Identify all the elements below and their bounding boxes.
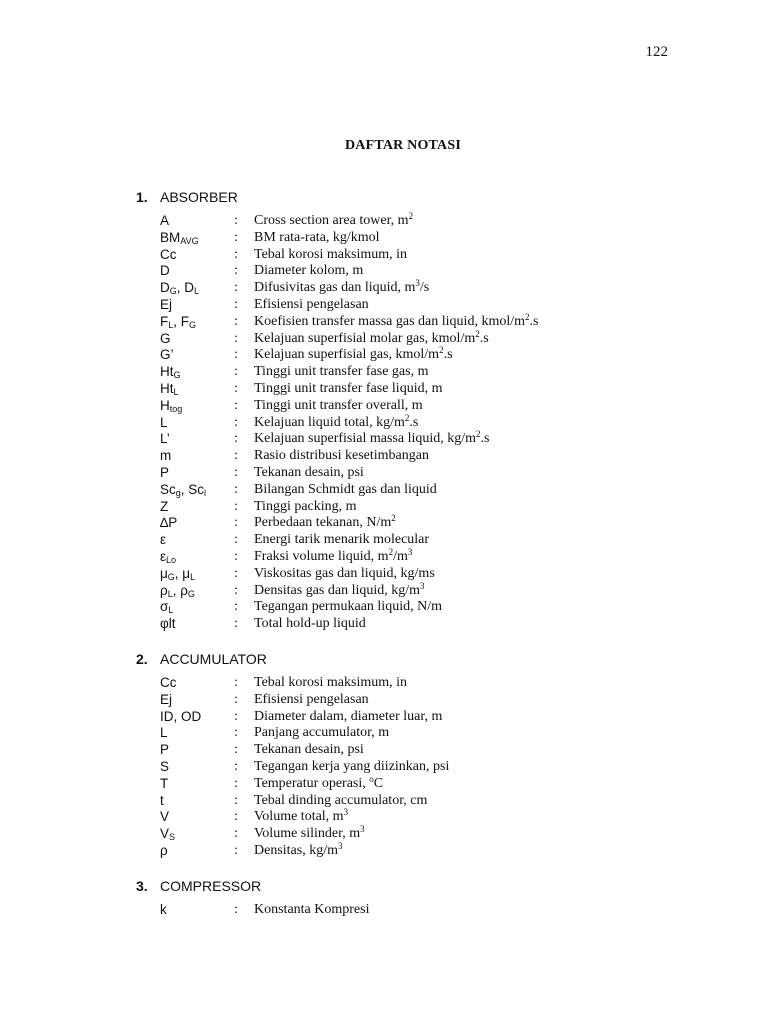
subscript-text: G — [167, 571, 175, 582]
notation-description — [254, 773, 384, 793]
text-run: Densitas, kg/m — [254, 842, 338, 858]
notation-description — [254, 431, 489, 448]
separator-colon: : — [234, 902, 238, 917]
text-run: Tinggi packing, m — [254, 498, 357, 514]
notation-row — [136, 398, 696, 415]
text-run: Tegangan kerja yang diizinkan, psi — [254, 758, 450, 774]
text-run: Tegangan permukaan liquid, N/m — [254, 599, 442, 615]
separator-colon: : — [234, 691, 238, 707]
notation-row — [136, 773, 696, 793]
notation-symbol — [160, 465, 234, 482]
subscript-text: L — [173, 386, 179, 397]
separator-colon: : — [234, 775, 238, 791]
notation-description — [254, 840, 343, 860]
notation-row — [136, 328, 696, 348]
notation-row — [136, 616, 696, 633]
superscript-text: 3 — [343, 807, 349, 818]
notation-description — [254, 328, 489, 348]
notation-description — [254, 280, 429, 297]
separator-colon: : — [234, 464, 238, 480]
text-run: D — [160, 280, 170, 296]
notation-symbol — [160, 583, 234, 600]
text-run: Tinggi unit transfer fase liquid, m — [254, 380, 443, 396]
notation-symbol — [160, 843, 234, 860]
superscript-text: 2 — [388, 546, 394, 557]
notation-symbol — [160, 263, 234, 280]
section-absorber — [136, 188, 696, 633]
separator-colon: : — [234, 213, 238, 228]
notation-row — [136, 465, 696, 482]
notation-description — [254, 793, 427, 810]
notation-row — [136, 448, 696, 465]
notation-description — [254, 297, 369, 314]
text-run: , ρ — [172, 582, 188, 598]
text-run: .s — [480, 431, 490, 447]
notation-symbol — [160, 431, 234, 448]
notation-row — [136, 230, 696, 247]
text-run: Kelajuan liquid total, kg/m — [254, 414, 405, 430]
section-compressor — [136, 877, 696, 919]
notation-row — [136, 725, 696, 742]
text-run: Temperatur operasi, — [254, 775, 370, 791]
separator-colon: : — [234, 380, 238, 396]
notation-description — [254, 902, 369, 919]
subscript-text: G — [169, 286, 177, 297]
notation-description — [254, 311, 539, 331]
separator-colon: : — [234, 296, 238, 312]
text-run: Tebal dinding accumulator, cm — [254, 792, 428, 808]
text-run: V — [160, 826, 170, 842]
notation-symbol — [160, 599, 234, 616]
text-run: .s — [409, 414, 419, 430]
notation-symbol — [160, 280, 234, 297]
separator-colon: : — [234, 330, 238, 346]
notation-symbol — [160, 230, 234, 247]
notation-description — [254, 412, 419, 432]
notation-description — [254, 826, 365, 843]
notation-row — [136, 692, 696, 709]
document-title: DAFTAR NOTASI — [344, 138, 462, 153]
text-run: .s — [443, 347, 453, 363]
separator-colon: : — [234, 498, 238, 514]
notation-row — [136, 546, 696, 566]
notation-row — [136, 566, 696, 583]
superscript-text: 3 — [338, 840, 343, 851]
notation-symbol — [160, 314, 234, 331]
text-run: .s — [529, 313, 539, 329]
section-accumulator — [136, 650, 696, 860]
text-run: Cc — [160, 246, 177, 262]
superscript-text: 3 — [407, 546, 413, 557]
separator-colon: : — [234, 532, 238, 548]
section-number: 3. — [136, 878, 148, 894]
superscript-text: 2 — [476, 429, 481, 440]
separator-colon: : — [234, 708, 238, 724]
notation-symbol — [160, 448, 234, 465]
superscript-text: 2 — [439, 345, 444, 356]
text-run: ε — [160, 532, 167, 548]
text-run: Tinggi unit transfer overall, m — [254, 397, 423, 413]
text-run: Z — [160, 498, 169, 514]
notation-symbol — [160, 776, 234, 793]
notation-symbol — [160, 793, 234, 810]
notation-row — [136, 515, 696, 532]
separator-colon: : — [234, 758, 238, 774]
separator-colon: : — [234, 280, 238, 296]
notation-description — [254, 515, 396, 532]
notation-row — [136, 213, 696, 230]
notation-row — [136, 793, 696, 810]
superscript-text: 2 — [404, 412, 410, 423]
notation-row — [136, 709, 696, 726]
notation-description — [254, 381, 442, 398]
text-run: Densitas gas dan liquid, kg/m — [254, 582, 421, 598]
subscript-text: L — [168, 605, 174, 616]
text-run: ρ — [160, 582, 168, 598]
notation-row — [136, 580, 696, 600]
text-run: φlt — [160, 616, 176, 632]
text-run: Kelajuan superfisial molar gas, kmol/m — [254, 330, 476, 346]
text-run: Volume silinder, m — [254, 826, 361, 842]
notation-symbol — [160, 398, 234, 415]
subscript-text: G — [173, 370, 181, 381]
text-run: P — [160, 464, 170, 480]
subscript-text: L — [168, 319, 174, 330]
superscript-text: 2 — [408, 211, 414, 221]
notation-row — [136, 297, 696, 314]
text-run: m — [160, 448, 172, 464]
subscript-text: g — [175, 487, 181, 498]
notation-row — [136, 599, 696, 616]
text-run: Konstanta Kompresi — [254, 902, 370, 917]
subscript-text: L — [194, 286, 200, 297]
text-run: Cc — [160, 675, 177, 690]
separator-colon: : — [234, 448, 238, 464]
notation-description — [254, 709, 442, 726]
text-run: Efisiensi pengelasan — [254, 296, 369, 312]
superscript-text: 3 — [420, 580, 425, 591]
notation-description — [254, 398, 423, 415]
separator-colon: : — [234, 826, 238, 842]
text-run: T — [160, 775, 169, 791]
notation-row — [136, 499, 696, 516]
notation-description — [254, 742, 364, 759]
notation-row — [136, 532, 696, 549]
text-run: Volume total, m — [254, 809, 344, 825]
subscript-text: l — [204, 487, 207, 498]
subscript-text: L — [190, 571, 196, 582]
separator-colon: : — [234, 515, 238, 531]
text-run: BM rata-rata, kg/kmol — [254, 229, 380, 245]
notation-description — [254, 247, 407, 264]
notation-description — [254, 809, 348, 826]
text-run: V — [160, 809, 170, 825]
notation-symbol — [160, 415, 234, 432]
notation-row — [136, 247, 696, 264]
notation-symbol — [160, 482, 234, 499]
superscript-text: 2 — [475, 328, 480, 339]
section-heading — [136, 877, 696, 895]
notation-description — [254, 546, 413, 566]
section-title: ABSORBER — [160, 189, 238, 205]
notation-symbol — [160, 247, 234, 264]
notation-row — [136, 381, 696, 398]
separator-colon: : — [234, 414, 238, 430]
separator-colon: : — [234, 616, 238, 632]
text-run: D — [160, 263, 170, 279]
superscript-text: 2 — [525, 311, 530, 322]
notation-symbol — [160, 759, 234, 776]
notation-symbol — [160, 902, 234, 919]
separator-colon: : — [234, 742, 238, 758]
text-run: Tekanan desain, psi — [254, 742, 364, 758]
notation-description — [254, 759, 449, 776]
text-run: , F — [173, 313, 190, 329]
section-title: COMPRESSOR — [160, 878, 262, 894]
notation-row — [136, 280, 696, 297]
notation-symbol — [160, 616, 234, 633]
notation-symbol — [160, 549, 234, 566]
notation-row — [136, 902, 696, 919]
page-number: 122 — [645, 44, 668, 60]
separator-colon: : — [234, 263, 238, 279]
notation-row — [136, 759, 696, 776]
text-run: Rasio distribusi kesetimbangan — [254, 448, 429, 464]
section-number: 1. — [136, 189, 148, 205]
text-run: BM — [160, 229, 181, 245]
notation-symbol — [160, 297, 234, 314]
notation-symbol — [160, 709, 234, 726]
text-run: Tekanan desain, psi — [254, 464, 364, 480]
text-run: Bilangan Schmidt gas dan liquid — [254, 481, 437, 497]
text-run: ρ — [160, 842, 168, 858]
separator-colon: : — [234, 397, 238, 413]
notation-description — [254, 532, 429, 549]
text-run: Perbedaan tekanan, N/m — [254, 515, 392, 531]
text-run: , D — [176, 280, 195, 296]
superscript-text: 3 — [360, 824, 365, 835]
separator-colon: : — [234, 809, 238, 825]
text-run: Tebal korosi maksimum, in — [254, 675, 408, 690]
text-run: Diameter kolom, m — [254, 263, 364, 279]
subscript-text: L — [167, 588, 173, 599]
subscript-text: tog — [169, 403, 183, 414]
notation-row — [136, 431, 696, 448]
separator-colon: : — [234, 229, 238, 245]
notation-description — [254, 448, 429, 465]
text-run: H — [160, 397, 170, 413]
text-run: Fraksi volume liquid, m — [254, 548, 389, 564]
separator-colon: : — [234, 364, 238, 380]
text-run: L’ — [160, 431, 170, 447]
text-run: ∆P — [160, 515, 178, 531]
notation-list — [136, 902, 696, 919]
notation-list — [136, 675, 696, 860]
notation-symbol — [160, 826, 234, 843]
notation-description — [254, 213, 413, 230]
text-run: μ — [160, 565, 168, 581]
subscript-text: Lo — [166, 554, 177, 565]
superscript-text: 3 — [415, 278, 420, 289]
text-run: L — [160, 414, 168, 430]
text-run: Tinggi unit transfer fase gas, m — [254, 364, 429, 380]
notation-symbol — [160, 742, 234, 759]
notation-symbol — [160, 499, 234, 516]
text-run: , μ — [174, 565, 191, 581]
notation-row — [136, 675, 696, 692]
text-run: ε — [160, 548, 167, 564]
separator-colon: : — [234, 725, 238, 741]
text-run: /s — [419, 280, 430, 296]
notation-symbol — [160, 725, 234, 742]
notation-description — [254, 347, 453, 364]
notation-symbol — [160, 675, 234, 692]
text-run: Viskositas gas dan liquid, kg/ms — [254, 565, 435, 581]
text-run: L — [160, 725, 168, 741]
text-run: Efisiensi pengelasan — [254, 691, 369, 707]
notation-row — [136, 840, 696, 860]
text-run: S — [160, 758, 170, 774]
subscript-text: G — [189, 319, 197, 330]
notation-symbol — [160, 347, 234, 364]
notation-row — [136, 412, 696, 432]
notation-row — [136, 482, 696, 499]
text-run: Kelajuan superfisial massa liquid, kg/m — [254, 431, 477, 447]
text-run: G — [160, 330, 171, 346]
text-run: Ht — [160, 380, 174, 396]
subscript-text: S — [169, 832, 176, 843]
separator-colon: : — [234, 347, 238, 363]
separator-colon: : — [234, 842, 238, 858]
notation-symbol — [160, 532, 234, 549]
text-run: Ej — [160, 691, 173, 707]
notation-description — [254, 580, 425, 600]
section-heading — [136, 650, 696, 668]
notation-symbol — [160, 809, 234, 826]
notation-description — [254, 499, 357, 516]
superscript-text: o — [369, 773, 374, 784]
separator-colon: : — [234, 313, 238, 329]
separator-colon: : — [234, 481, 238, 497]
text-run: Sc — [160, 481, 176, 497]
separator-colon: : — [234, 431, 238, 447]
notation-list — [136, 213, 696, 633]
text-run: F — [160, 313, 169, 329]
notation-description — [254, 230, 380, 247]
notation-row — [136, 364, 696, 381]
notation-symbol — [160, 381, 234, 398]
text-run: Ht — [160, 364, 174, 380]
notation-description — [254, 465, 364, 482]
subscript-text: G — [187, 588, 195, 599]
text-run: Panjang accumulator, m — [254, 725, 390, 741]
text-run: C — [373, 775, 384, 791]
notation-symbol — [160, 331, 234, 348]
text-run: , Sc — [180, 481, 205, 497]
subscript-text: AVG — [180, 235, 199, 246]
text-run: Cross section area tower, m — [254, 213, 409, 228]
text-run: .s — [479, 330, 489, 346]
section-title: ACCUMULATOR — [160, 651, 267, 667]
notation-description — [254, 566, 435, 583]
separator-colon: : — [234, 548, 238, 564]
separator-colon: : — [234, 675, 238, 690]
separator-colon: : — [234, 246, 238, 262]
text-run: Diameter dalam, diameter luar, m — [254, 708, 443, 724]
text-run: Total hold-up liquid — [254, 616, 366, 632]
notation-row — [136, 826, 696, 843]
notation-symbol — [160, 364, 234, 381]
notation-description — [254, 675, 407, 692]
separator-colon: : — [234, 599, 238, 615]
notation-symbol — [160, 692, 234, 709]
text-run: t — [160, 792, 164, 808]
text-run: Tebal korosi maksimum, in — [254, 246, 408, 262]
notation-row — [136, 742, 696, 759]
notation-description — [254, 616, 366, 633]
text-run: σ — [160, 599, 169, 615]
text-run: ID, OD — [160, 708, 202, 724]
notation-description — [254, 599, 442, 616]
notation-description — [254, 263, 363, 280]
text-run: A — [160, 213, 170, 228]
section-heading — [136, 188, 696, 206]
notation-row — [136, 347, 696, 364]
separator-colon: : — [234, 792, 238, 808]
section-number: 2. — [136, 651, 148, 667]
separator-colon: : — [234, 565, 238, 581]
text-run: k — [160, 902, 167, 917]
notation-symbol — [160, 213, 234, 230]
text-run: Kelajuan superfisial gas, kmol/m — [254, 347, 440, 363]
notation-description — [254, 482, 437, 499]
text-run: /m — [393, 548, 408, 564]
notation-symbol — [160, 566, 234, 583]
text-run: Difusivitas gas dan liquid, m — [254, 280, 416, 296]
notation-symbol — [160, 515, 234, 532]
text-run: P — [160, 742, 170, 758]
text-run: Energi tarik menarik molecular — [254, 532, 430, 548]
text-run: G’ — [160, 347, 174, 363]
notation-row — [136, 311, 696, 331]
notation-description — [254, 692, 369, 709]
text-run: Koefisien transfer massa gas dan liquid, kmol/m — [254, 313, 525, 329]
text-run: Ej — [160, 296, 173, 312]
notation-row — [136, 809, 696, 826]
superscript-text: 2 — [391, 513, 396, 524]
notation-description — [254, 364, 428, 381]
notation-description — [254, 725, 389, 742]
separator-colon: : — [234, 582, 238, 598]
